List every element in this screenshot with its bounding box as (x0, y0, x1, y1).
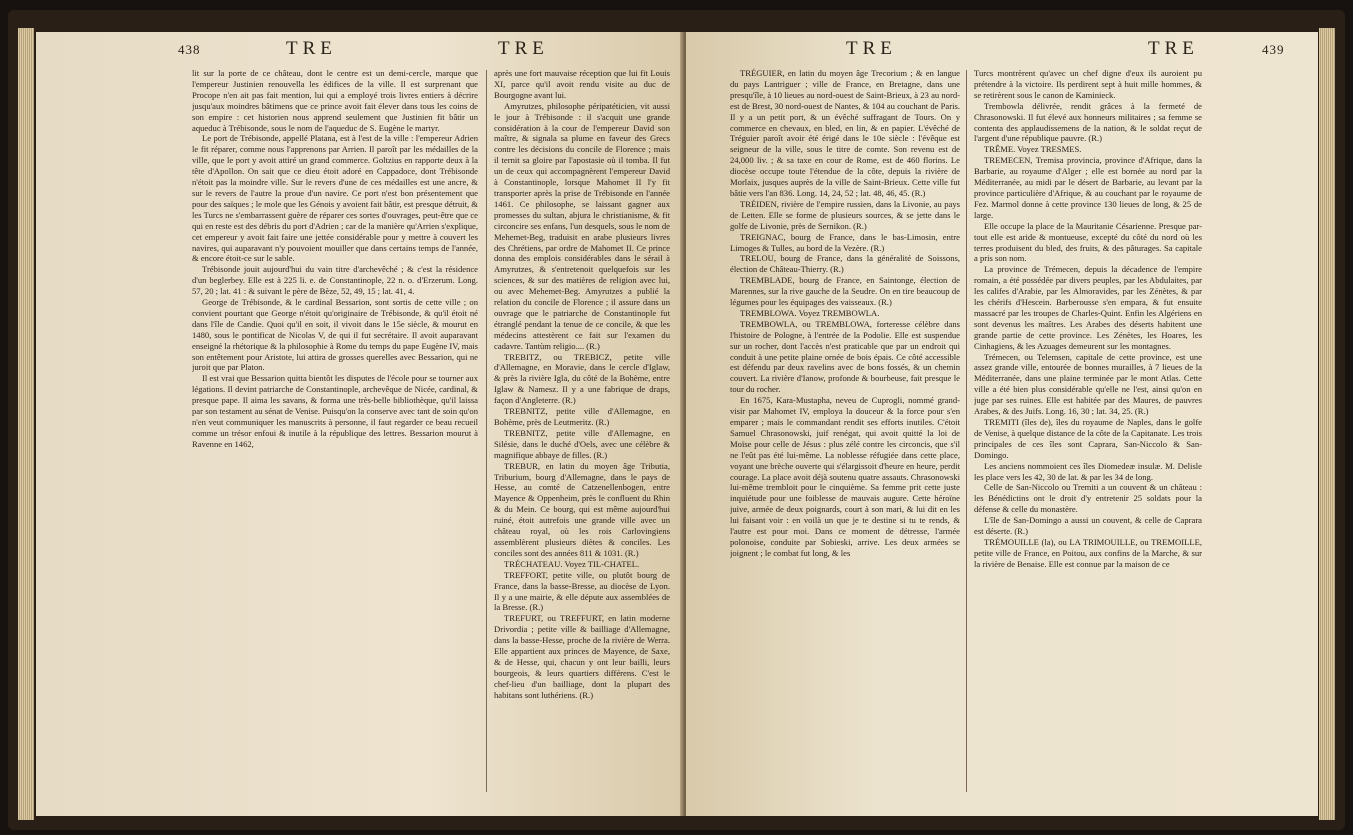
text-column (730, 68, 960, 798)
paragraph: TREMITI (îles de), îles du royaume de Naples, dans le golfe de Venise, à quelque distance de la côte de la Capitanate. Les trois principales de ces îles sont Caprara, San-Niccolo & San-Domingo. (974, 417, 1202, 460)
column-rule (486, 70, 487, 792)
paragraph: TRELOU, bourg de France, dans la généralité de Soissons, élection de Château-Thierry. (R.) (730, 253, 960, 275)
paragraph: Les anciens nommoient ces îles Diomedeæ insulæ. M. Delisle les place vers les 42, 30 de lat. & par les 34 de long. (974, 460, 1202, 482)
paragraph: Turcs montrèrent qu'avec un chef digne d'eux ils auroient pu prétendre à la victoire. Ils perdirent sept à huit mille hommes, & se retirèrent sous le canon de Kaminieck. (974, 68, 1202, 100)
paragraph: TREMBLADE, bourg de France, en Saintonge, élection de Marennes, sur la rive gauche de la Seudre. On en tire beaucoup de légumes pour les équipages des vaisseaux. (R.) (730, 275, 960, 308)
running-head-word: TRE (1148, 38, 1199, 59)
paragraph: Trébisonde jouit aujourd'hui du vain titre d'archevêché ; & c'est la résidence d'un beglerbey. Elle est à 225 li. e. de Constantinople, 22 n. o. d'Erzerum. Long. 57, 20 ; lat. 41 : & suivant le père de Bèze, 52, 49, 15 ; lat. 41, 4. (192, 264, 478, 297)
paragraph: TREIGNAC, bourg de France, dans le bas-Limosin, entre Limoges & Tulles, au bord de la Vezère. (R.) (730, 231, 960, 253)
paragraph: Le port de Trébisonde, appellé Platana, est à l'est de la ville : l'empereur Adrien le fit réparer, comme nous l'apprenons par Arrien. Il paroît par les médailles de la ville, que le port y avoit attiré un grand commerce. Goltzius en rapporte deux à la tête d'Apollon. On sait que ce dieu étoit adoré en Cappadoce, dont Trébisonde n'étoit pas la moindre ville. Sur le revers d'une de ces médailles est une ancre, & sur le revers de l'autre la proue d'un navire. Ce port n'est bon présentement que pour des saïques ; le mole que les Génois y avoient fait bâtir, est presque détruit, & les Turcs ne s'embarrassent guère de réparer ces sortes d'ouvrages, peut-être que ce qui en reste est des débris du port d'Adrien ; car de la manière qu'Arrien s'explique, cet empereur y avoit fait faire une jettée considérable pour y mettre à couvert les navires, qui auparavant n'y pouvoient mouiller que dans certains temps de l'année, & encore étoit-ce sur le sable. (192, 133, 478, 264)
paragraph: TREFURT, ou TREFFURT, en latin moderne Drivordia ; petite ville & bailliage d'Allemagne, dans la basse-Hesse, proche de la rivière de Werra. Elle appartient aux princes de Mayence, de Saxe, & de Hesse, qui, chacun y ont leur bailli, leurs bourgeois, & leurs quartiers différens. C'est le chef-lieu d'un bailliage, dont la plupart des habitans sont luthériens. (R.) (494, 613, 670, 700)
paragraph: Trémecen, ou Telemsen, capitale de cette province, est une assez grande ville, entourée de bonnes murailles, à 7 lieues de la Méditerranée, dans une plaine terminée par le mont Atlas. Cette ville a été bien plus considérable qu'elle ne l'est, ainsi qu'on en juge par ses ruines. Elle est habitée par des Maures, de pauvres Arabes, & des Juifs. Long. 16, 30 ; lat. 34, 25. (R.) (974, 351, 1202, 417)
paragraph: TREFFORT, petite ville, ou plutôt bourg de France, dans la basse-Bresse, au diocèse de Lyon. Il y a une mairie, & elle députe aux assemblées de la Bresse. (R.) (494, 569, 670, 613)
paragraph: Amyrutzes, philosophe péripatéticien, vit aussi le jour à Trébisonde : il s'acquit une grande considération à la cour de l'empereur David son maître, & signala sa plume en faveur des Grecs contre les décisions du concile de Florence ; mais il ternit sa gloire par l'apostasie où il tomba. Il fut un de ceux qui accompagnèrent l'empereur David à Constantinople, lorsque Mahomet II l'y fit transporter après la prise de Trébisonde en l'année 1461. Ce philosophe, se laissant gagner aux promesses du sultan, abjura le christianisme, & fit circoncire ses enfans, l'un desquels, sous le nom de Mehemet-Beg, traduisit en arabe plusieurs livres des Chrétiens, par ordre de Mahomet II. Ce prince donna des emplois considérables dans le sérail à Amyrutzes, & s'entretenoit quelquefois sur les sciences, & sur des matières de religion avec lui, ou avec Mehemet-Beg. Amyrutzes a publié la relation du concile de Florence ; il assure dans un ouvrage que le patriarche de Constantinople fut étranglé pendant la tenue de ce concile, & que les médecins attestèrent ce fait sur l'examen du cadavre. Tantùm religio.... (R.) (494, 100, 670, 351)
running-head-left (36, 38, 684, 64)
text-column (974, 68, 1202, 798)
page-number: 439 (1262, 42, 1285, 57)
text-column (192, 68, 478, 798)
page-number: 438 (178, 42, 201, 57)
paragraph: TRÊME. Voyez TRESMES. (984, 144, 1082, 155)
paragraph: George de Trébisonde, & le cardinal Bessarion, sont sortis de cette ville ; on convient pourtant que George n'étoit qu'originaire de Trébisonde, & qu'il étoit né dans l'île de Candie. Quoi qu'il en soit, il vivoit dans le 15e siècle, & mourut en 1480, sous le pontificat de Nicolas V, de qui il fut secrétaire. Il avoit auparavant enseigné la rhétorique & la philosophie à Rome du temps du pape Eugène IV, mais son entêtement pour Aristote, lui attira de grosses querelles avec Bessarion, qui ne juroit que par Platon. (192, 297, 478, 373)
paragraph: lit sur la porte de ce château, dont le centre est un demi-cercle, marque que l'empereur Justinien renouvella les édifices de la ville. Il est surprenant que Procope n'en ait pas fait mention, lui qui a employé trois livres entiers à décrire jusqu'aux moindres bâtimens que ce prince avoit fait élever dans tous les coins de son empire : cet historien nous apprend seulement que Justinien fit bâtir un aqueduc à Trébisonde, sous le nom de l'aqueduc de S. Eugène le martyr. (192, 68, 478, 133)
right-page (686, 32, 1318, 816)
paragraph: Trembowla délivrée, rendit grâces à la fermeté de Chrasonowski. Il fut élevé aux honneurs militaires ; sa femme se contenta des applaudissemens de la nation, & le soldat reçut de l'argent d'une république pauvre. (R.) (974, 100, 1202, 144)
page-edges-right (1319, 28, 1335, 820)
paragraph: Elle occupe la place de la Mauritanie Césarienne. Presque par-tout elle est aride & montueuse, excepté du côté du nord où les terres produisent du bled, des fruits, & des pâturages. Sa capitale a pris son nom. (974, 220, 1202, 264)
paragraph: TREMBLOWA. Voyez TREMBOWLA. (740, 307, 880, 318)
paragraph: TRÉIDEN, rivière de l'empire russien, dans la Livonie, au pays de Letten. Elle se forme de plusieurs sources, & se jette dans le golfe de Livonie, près de Sernikon. (R.) (730, 198, 960, 231)
page-edges-left (18, 28, 34, 820)
paragraph: L'île de San-Domingo a aussi un couvent, & celle de Caprara est déserte. (R.) (974, 515, 1202, 537)
paragraph: La province de Trémecen, depuis la décadence de l'empire romain, a été possédée par divers peuples, par les Abdulaites, par les califes d'Arabie, par les Almoravides, par les Zénètes, & par les chérifs d'Hescein. Barberousse s'en empara, & fut ensuite massacré par les troupes de Charles-Quint. Enfin les Algériens en sont devenus les maîtres. Les Arabes des déserts habitent une grande partie de cette province. Les Zénètes, les Hoares, les Cinhagiens, & les Azuages demeurent sur les montagnes. (974, 264, 1202, 351)
running-head-word: TRE (846, 38, 897, 59)
paragraph: TREMECEN, Tremisa provincia, province d'Afrique, dans la Barbarie, au royaume d'Alger ; elle est bornée au nord par la Méditerranée, au midi par le désert de Barbarie, au levant par la province particulière d'Afrique, & au couchant par le royaume de Fez. Marmol donne à cette province 130 lieues de long, & 25 de large. (974, 155, 1202, 220)
paragraph: Il est vrai que Bessarion quitta bientôt les disputes de l'école pour se tourner aux légations. Il devint patriarche de Constantinople, archevêque de Nicée, cardinal, & presque pape. Il aima les savans, & forma une très-belle bibliothèque, qu'il laissa par son testament au sénat de Venise. Puisqu'on la conserve avec tant de soin qu'on n'en veut communiquer les manuscrits à personne, il faut regarder ce beau recueil comme un trésor enfoui & inutile à la république des lettres. Bessarion mourut à Ravenne en 1462, (192, 373, 478, 449)
paragraph: TREMBOWLA, ou TREMBLOWA, forteresse célèbre dans l'histoire de Pologne, à l'entrée de la Podolie. Elle est suspendue sur un rocher, dont l'accès n'est praticable que par un endroit qui conduit à une petite plaine ornée de bois épais. Ce côté accessible est défendu par deux ravelins avec de bons fossés, & un chemin couvert. La rivière d'Ianow, profonde & bourbeuse, fait presque le tour du rocher. (730, 318, 960, 395)
paragraph: TREBNITZ, petite ville d'Allemagne, en Bohème, près de Leutmeritz. (R.) (494, 406, 670, 427)
paragraph: TREBNITZ, petite ville d'Allemagne, en Silésie, dans le duché d'Oels, avec une célèbre & magnifique abbaye de filles. (R.) (494, 427, 670, 460)
open-book (8, 10, 1345, 830)
paragraph: TREBUR, en latin du moyen âge Tributia, Triburium, bourg d'Allemagne, dans le pays de Hesse, au comté de Catzenellenbogen, entre Mayence & Oppenheim, près le confluent du Rhin & du Mein. Ce bourg, qui est même aujourd'hui ruiné, étoit autrefois une grande ville avec un château royal, où les rois Carlovingiens assemblèrent plusieurs diètes & conciles. Les conciles sont des années 811 & 1031. (R.) (494, 460, 670, 558)
paragraph: TRÉCHATEAU. Voyez TIL-CHATEL. (504, 558, 640, 569)
paragraph: TRÉMOUILLE (la), ou LA TRIMOUILLE, ou TREMOILLE, petite ville de France, en Poitou, aux confins de la Marche, & sur la rivière de Benaise. Elle est connue par la maison de ce (974, 536, 1202, 569)
left-page (36, 32, 684, 816)
running-head-word: TRE (498, 38, 549, 59)
paragraph: après une fort mauvaise réception que lui fit Louis XI, parce qu'il avoit rendu visite au duc de Bourgogne avant lui. (494, 68, 670, 100)
text-column (494, 68, 670, 798)
paragraph: TRÉGUIER, en latin du moyen âge Trecorium ; & en langue du pays Lantriguer ; ville de France, en Bretagne, dans une presqu'île, à 10 lieues au nord-ouest de Saint-Brieux, à 23 au nord-est de Brest, 30 nord-ouest de Nantes, & 104 au couchant de Paris. Il y a un petit port, & un évêché suffragant de Tours. On y commerce en chevaux, en bled, en lin, & en papier. L'évêché de Tréguier paroît avoir été érigé dans le 10e siècle : l'évêque est seigneur de la ville, sous le titre de comte. Son revenu est de 24,000 liv. ; & sa taxe en cour de Rome, est de 460 florins. Le diocèse occupe toute l'étendue de la côte, depuis la rivière de Morlaix, jusques auprès de la ville de Saint-Brieux. Cette ville fut bâtie vers l'an 836. Long. 14, 24, 52 ; lat. 48, 46, 45. (R.) (730, 68, 960, 198)
column-rule (966, 70, 967, 792)
running-head-word: TRE (286, 38, 337, 59)
paragraph: En 1675, Kara-Mustapha, neveu de Cuprogli, nommé grand-visir par Mahomet IV, employa la douceur & la force pour s'en emparer ; mais le commandant rendit ses efforts inutiles. C'étoit Samuel Chrasonowski, juif renégat, qui avoit quitté la loi de Moïse pour celle de Jésus : plus zélé contre les circoncis, que s'il ne l'eût pas été lui-même. La noblesse réfugiée dans cette place, voyant une brèche ouverte qui s'élargissoit d'heure en heure, perdit courage. La place avoit déjà soutenu quatre assauts. Chrasonowski lui-même trembloit pour le cinquième. Sa femme prit cette juste inquiétude pour une foiblesse de mauvais augure. Cette héroïne juive, armée de deux poignards, court à son mari, & lui dit en les lui faisant voir : en voilà un que je te destine si tu te rends, & l'autre est pour moi. Dans ce moment de détresse, l'armée polonoise, conduite par Sobieski, arrive. Les deux armées se joignent ; le combat fut long, & les (730, 395, 960, 558)
paragraph: Celle de San-Niccolo ou Tremiti a un couvent & un château : les Bénédictins ont le droit d'y entretenir 25 soldats pour la défense & celle du monastère. (974, 482, 1202, 515)
running-head-right (686, 38, 1318, 64)
paragraph: TREBITZ, ou TREBICZ, petite ville d'Allemagne, en Moravie, dans le cercle d'Iglaw, & près la rivière Igla, du côté de la Bohème, entre Iglaw & Namesz. Il y a une fabrique de draps, façon d'Angleterre. (R.) (494, 351, 670, 406)
